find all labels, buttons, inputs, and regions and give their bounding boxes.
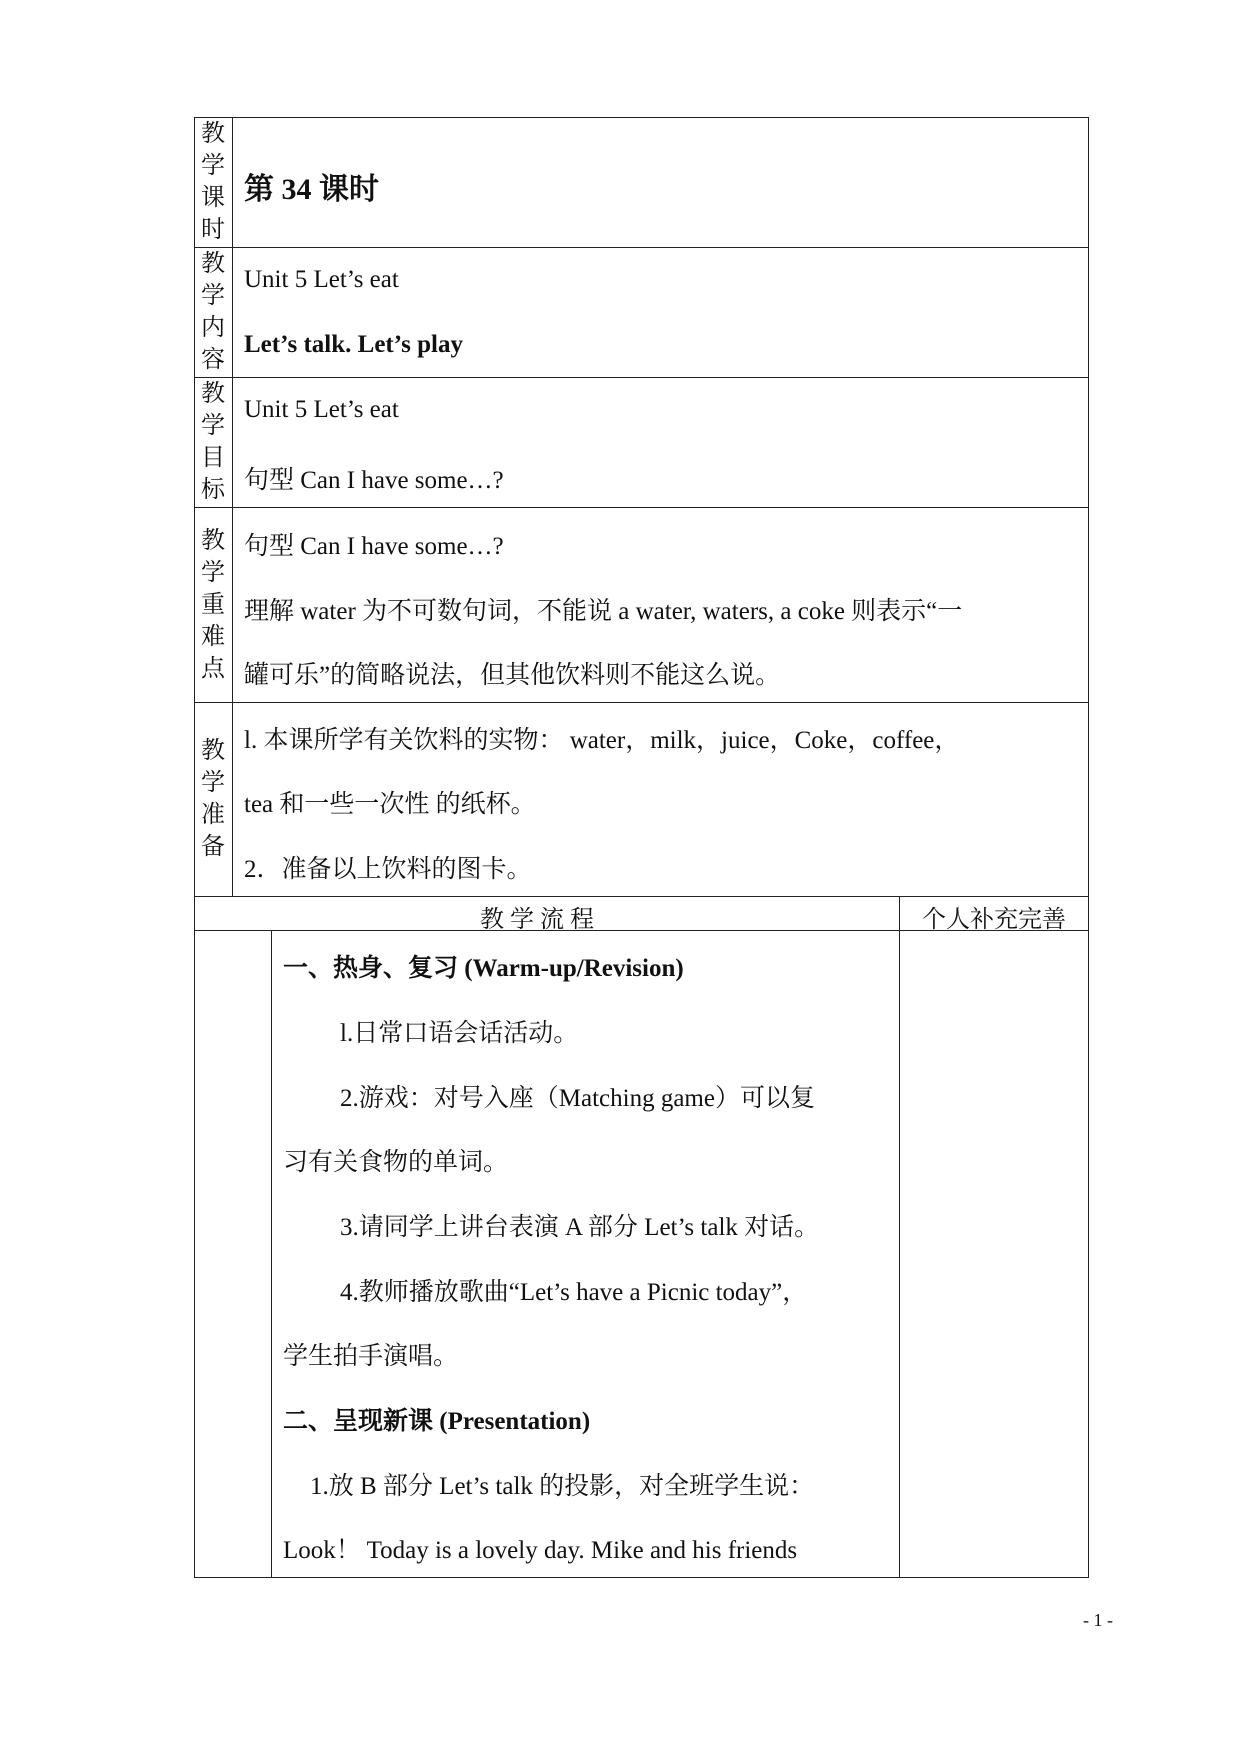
row-divider [194, 702, 1089, 703]
period-title: 第 34 课时 [244, 173, 379, 206]
page-number: - 1 - [1083, 1610, 1113, 1630]
goals-line-1: Unit 5 Let’s eat [244, 396, 399, 423]
flow-item-3: 3.请同学上讲台表演 A 部分 Let’s talk 对话。 [340, 1214, 820, 1241]
flow-item-5b: Look！ Today is a lovely day. Mike and his friends [283, 1537, 798, 1564]
key-points-label: 教 学 重 难 点 [201, 527, 225, 682]
flow-indent-divider [271, 930, 272, 1578]
row-divider [194, 247, 1089, 248]
flow-item-1: l.日常口语会话活动。 [340, 1020, 579, 1047]
flow-item-2b: 习有关食物的单词。 [283, 1149, 509, 1176]
goals-line-2: 句型 Can I have some…? [244, 467, 504, 494]
period-label: 教 学 课 时 [201, 121, 225, 243]
section2-title: 二、呈现新课 (Presentation) [283, 1408, 591, 1435]
goals-label: 教 学 目 标 [201, 381, 225, 503]
content-line-1: Unit 5 Let’s eat [244, 266, 399, 293]
key-points-line-1: 句型 Can I have some…? [244, 533, 504, 560]
row-divider [194, 896, 1089, 897]
content-label: 教 学 内 容 [201, 251, 225, 373]
label-column-divider [232, 117, 233, 896]
flow-item-4b: 学生拍手演唱。 [283, 1343, 459, 1370]
flow-header-notes: 个人补充完善 [922, 907, 1066, 933]
section1-title: 一、热身、复习 (Warm-up/Revision) [283, 955, 684, 982]
flow-item-4a: 4.教师播放歌曲“Let’s have a Picnic today”， [340, 1279, 808, 1306]
content-line-2: Let’s talk. Let’s play [244, 331, 463, 358]
flow-header-title: 教 学 流 程 [480, 907, 594, 933]
preparation-line-3: 2．准备以上饮料的图卡。 [244, 856, 532, 883]
preparation-line-2: tea 和一些一次性 的纸杯。 [244, 791, 536, 818]
flow-column-divider [899, 896, 900, 1578]
flow-item-2a: 2.游戏：对号入座（Matching game）可以复 [340, 1085, 815, 1112]
key-points-line-2: 理解 water 为不可数句词，不能说 a water, waters, a coke 则表示“一 [244, 598, 963, 625]
key-points-line-3: 罐可乐”的简略说法，但其他饮料则不能这么说。 [244, 662, 781, 689]
preparation-label: 教 学 准 备 [201, 738, 225, 860]
flow-item-5a: 1.放 B 部分 Let’s talk 的投影，对全班学生说： [310, 1473, 815, 1500]
row-divider [194, 507, 1089, 508]
preparation-line-1: l. 本课所学有关饮料的实物： water，milk，juice，Coke，coffee， [244, 727, 960, 754]
row-divider [194, 377, 1089, 378]
